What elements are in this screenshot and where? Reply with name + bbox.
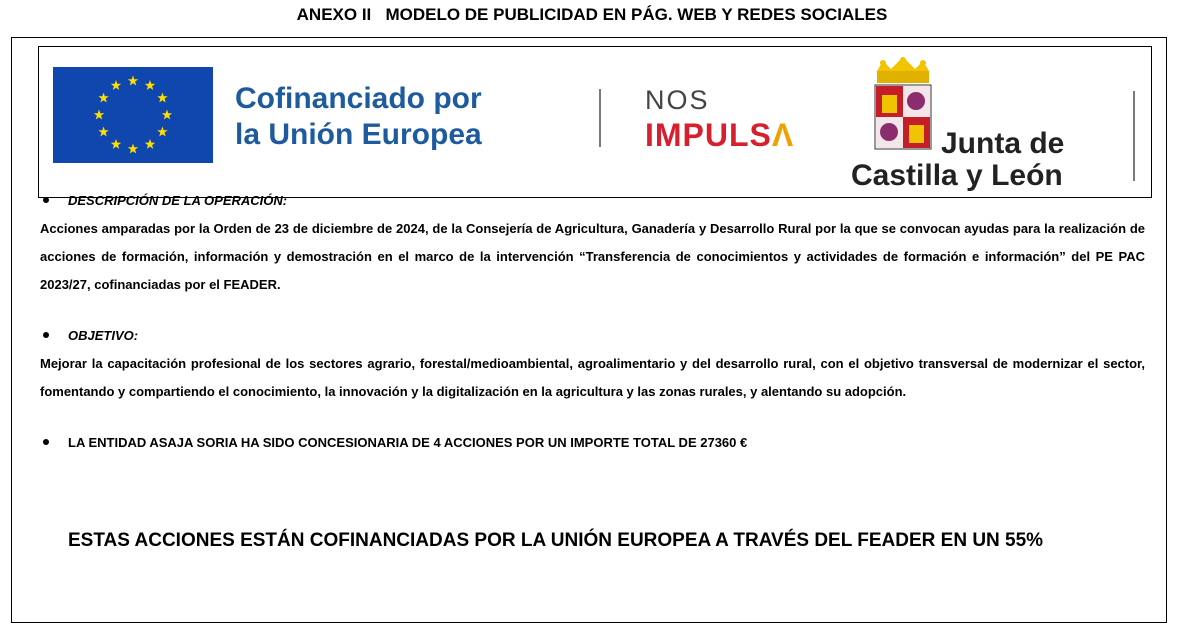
impulsa-accent-text: Λ: [771, 117, 795, 153]
eu-star-icon: [128, 144, 138, 154]
impulsa-logo: [645, 117, 794, 154]
crown-icon: [877, 57, 929, 83]
jcl-text-line1: Junta de: [941, 127, 1065, 160]
eu-flag-icon: [53, 67, 213, 163]
bullet-entidad: [40, 432, 1145, 452]
objetivo-text: Mejorar la capacitación profesional de los sectores agrario, forestal/medioambiental, agroalimentario y del desarrollo rural, con el objetivo transversal de modernizar el sector, fomentando y compartiendo el conocimiento, la innovación y la digitalización en la agricultura y las zonas rurales, y alentando su adopción.: [40, 356, 1145, 399]
castilla-leon-crest: [871, 57, 935, 162]
entidad-text: LA ENTIDAD ASAJA SORIA HA SIDO CONCESIONARIA DE 4 ACCIONES POR UN IMPORTE TOTAL DE 27360 €: [68, 434, 748, 450]
eu-star-icon: [111, 139, 121, 149]
eu-star-icon: [98, 127, 108, 137]
eu-star-icon: [128, 76, 138, 86]
bullet-objetivo: [40, 325, 1145, 345]
descripcion-text: Acciones amparadas por la Orden de 23 de diciembre de 2024, de la Consejería de Agricultura, Ganadería y Desarrollo Rural por la que se convocan ayudas para la realización de acciones de formación, información y demostración en el marco de la intervención “Transferencia de conocimientos y actividades de formación e información” del PE PAC 2023/27, cofinanciadas por el FEADER.: [40, 221, 1145, 292]
document-content: [40, 190, 1145, 452]
bullet-dot-icon: [43, 439, 49, 445]
nos-text: NOS: [645, 85, 710, 115]
eu-star-icon: [145, 139, 155, 149]
eu-text-line1: Cofinanciado por: [235, 82, 482, 115]
eu-star-icon: [157, 93, 167, 103]
eu-star-icon: [162, 110, 172, 120]
eu-star-icon: [94, 110, 104, 120]
eu-star-icon: [157, 127, 167, 137]
descripcion-heading: DESCRIPCIÓN DE LA OPERACIÓN:: [68, 192, 288, 208]
eu-star-icon: [145, 80, 155, 90]
eu-text-line2: la Unión Europea: [235, 118, 482, 151]
bullet-descripcion: [40, 190, 1145, 210]
eu-star-icon: [98, 93, 108, 103]
cofinancing-statement: ESTAS ACCIONES ESTÁN COFINANCIADAS POR LA UNIÓN EUROPEA A TRAVÉS DEL FEADER EN UN 55%: [68, 530, 1044, 551]
funding-logo-banner: [38, 46, 1152, 198]
impulsa-main-text: IMPULS: [645, 117, 772, 153]
page-title: ANEXO II MODELO DE PUBLICIDAD EN PÁG. WEB Y REDES SOCIALES: [296, 5, 888, 24]
bullet-dot-icon: [43, 197, 49, 203]
jcl-text-line2: Castilla y León: [851, 159, 1063, 192]
objetivo-heading: OBJETIVO:: [68, 327, 139, 343]
logo-separator: [599, 89, 601, 147]
eu-cofinancing-text: [235, 81, 482, 153]
logo-separator-right: [1133, 91, 1135, 181]
bullet-dot-icon: [43, 332, 49, 338]
eu-star-icon: [111, 80, 121, 90]
